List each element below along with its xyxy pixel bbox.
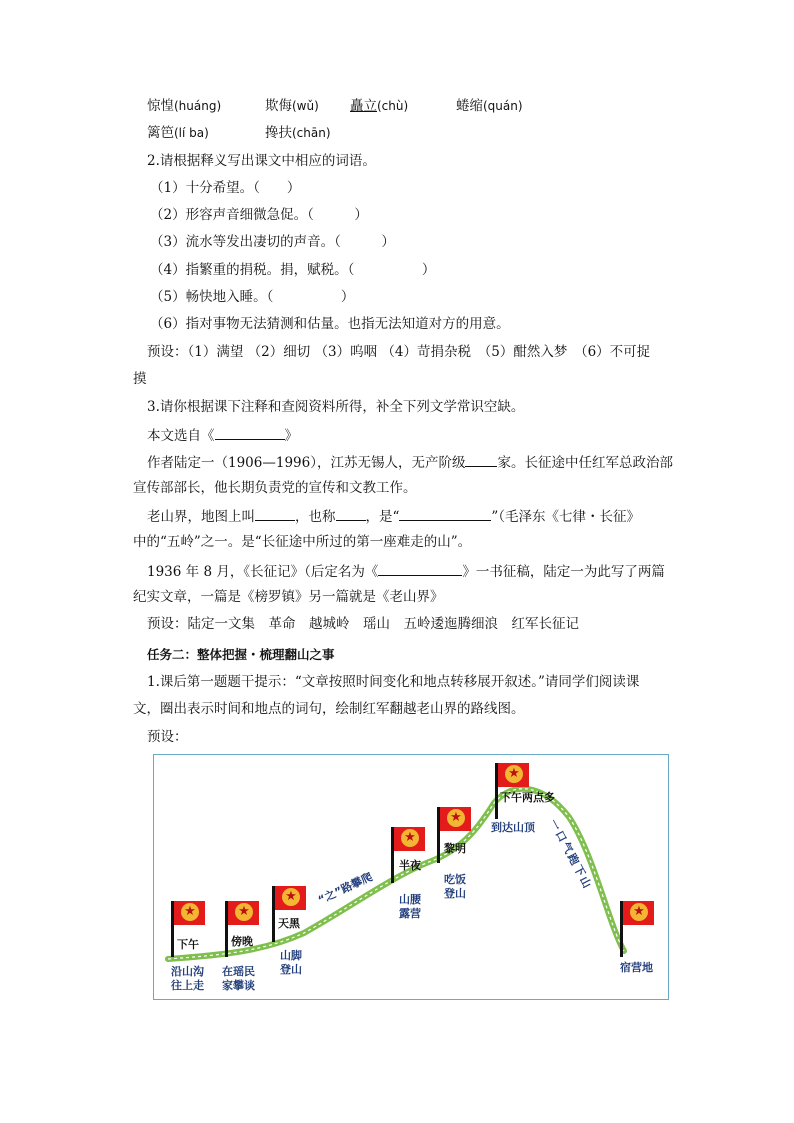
place-label	[399, 893, 421, 921]
flag-label: 黎明	[444, 842, 466, 855]
star-icon: ★	[401, 829, 419, 847]
pinyin-row-2-b	[265, 124, 331, 142]
pinyin-row-1	[147, 97, 221, 115]
text: ，也称	[295, 509, 336, 525]
q3-source	[147, 425, 298, 445]
q2-answer-cont: 摸	[133, 371, 147, 387]
star-icon: ★	[235, 903, 253, 921]
path-annotation-climb: “之”路攀爬	[316, 870, 375, 907]
star-icon: ★	[282, 888, 300, 906]
text: 吃饭 登山	[444, 873, 466, 900]
text: 》	[284, 428, 298, 444]
star-icon: ★	[630, 903, 648, 921]
text: 家。长征途中任红军总政治部	[497, 455, 673, 471]
place-label	[222, 965, 255, 993]
star-icon: ★	[505, 765, 523, 783]
blank	[399, 506, 491, 521]
q2-item-4: （4）指繁重的捐税。捐，赋税。（ ）	[150, 262, 436, 278]
text: 山脚 登山	[280, 949, 302, 976]
place-label	[280, 949, 302, 977]
place-label	[171, 965, 204, 993]
star-icon: ★	[181, 903, 199, 921]
q3-author	[147, 452, 673, 472]
place-label	[491, 821, 535, 835]
q2-item-6: （6）指对事物无法猜测和估量。也指无法知道对方的用意。	[150, 316, 510, 332]
q3-year	[147, 561, 665, 581]
task2-heading: 任务二：整体把握・梳理翻山之事	[147, 647, 335, 662]
q2-item-1: （1）十分希望。（ ）	[150, 180, 301, 196]
route-diagram	[153, 754, 669, 1000]
task2-q1: 1.课后第一题题干提示：“文章按照时间变化和地点转移展开叙述。”请同学们阅读课	[147, 674, 640, 690]
blank	[465, 452, 497, 467]
q2-answer: 预设：（1）满望 （2）细切 （3）呜咽 （4）苛捐杂税 （5）酣然入梦 （6）不可捉	[147, 344, 651, 360]
pinyin: (chù)	[377, 99, 409, 113]
q3-answer: 预设：陆定一文集 革命 越城岭 瑶山 五岭逶迤腾细浪 红军长征记	[147, 616, 579, 632]
text: 1936 年 8 月，《长征记》（后定名为《	[147, 564, 379, 580]
task2-q1-cont: 文，圈出表示时间和地点的词句，绘制红军翻越老山界的路线图。	[133, 701, 525, 717]
flag-icon	[272, 886, 306, 942]
star-icon: ★	[447, 809, 465, 827]
text: 作者陆定一（1906—1996），江苏无锡人，无产阶级	[147, 455, 466, 471]
text: ”（毛泽东《七律・长征》	[491, 509, 641, 525]
blank	[336, 506, 366, 521]
text: 老山界，地图上叫	[147, 509, 255, 525]
q3-year-cont: 纪实文章，一篇是《榜罗镇》另一篇就是《老山界》	[133, 589, 444, 605]
text: 山腰 露营	[399, 893, 421, 920]
place-label	[620, 961, 653, 975]
q2-item-2: （2）形容声音细微急促。（ ）	[150, 207, 368, 223]
pinyin: (wǔ)	[292, 99, 319, 113]
blank	[378, 561, 462, 576]
q2-item-3: （3）流水等发出凄切的声音。（ ）	[150, 234, 395, 250]
text: 本文选自《	[147, 428, 215, 444]
flag-icon	[391, 827, 425, 883]
text: 宿营地	[620, 961, 653, 974]
pinyin-row-1-c	[350, 97, 408, 115]
text: 》一书征稿，陆定一为此写了两篇	[462, 564, 665, 580]
q3-mountain-cont: 中的“五岭”之一。是“长征途中所过的第一座难走的山”。	[133, 534, 472, 550]
word: 蜷缩	[456, 98, 483, 114]
text: 在瑶民 家攀谈	[222, 965, 255, 992]
q3-author-cont: 宣传部部长，他长期负责党的宣传和文教工作。	[133, 480, 417, 496]
q2-title: 2.请根据释义写出课文中相应的词语。	[147, 153, 376, 169]
pinyin-row-1-d	[456, 97, 523, 115]
word: 矗立	[350, 98, 377, 114]
word: 惊惶	[147, 98, 174, 114]
flag-label: 下午两点多	[500, 791, 555, 804]
word: 欺侮	[265, 98, 292, 114]
pinyin: (quán)	[483, 99, 523, 113]
flag-label: 半夜	[399, 859, 421, 872]
pinyin-row-2	[147, 124, 209, 142]
path-annotation-descend: 一口气跑下山	[546, 817, 595, 892]
task2-preset: 预设：	[147, 729, 188, 745]
flag-label: 天黑	[278, 917, 300, 930]
flag-icon	[620, 901, 654, 957]
word: 搀扶	[265, 125, 292, 141]
pinyin: (huáng)	[174, 99, 222, 113]
pinyin: (lí ba)	[174, 126, 209, 140]
pinyin-row-1-b	[265, 97, 319, 115]
place-label	[444, 873, 466, 901]
word: 篱笆	[147, 125, 174, 141]
pinyin: (chān)	[292, 126, 331, 140]
q2-item-5: （5）畅快地入睡。（ ）	[150, 289, 355, 305]
flag-label: 傍晚	[231, 935, 253, 948]
q3-mountain	[147, 506, 640, 526]
q3-title: 3.请你根据课下注释和查阅资料所得，补全下列文学常识空缺。	[147, 399, 525, 415]
text: ，是“	[365, 509, 400, 525]
text: 到达山顶	[491, 821, 535, 834]
blank	[215, 425, 285, 440]
flag-label: 下午	[177, 938, 199, 951]
text: 沿山沟 往上走	[171, 965, 204, 992]
blank	[255, 506, 295, 521]
